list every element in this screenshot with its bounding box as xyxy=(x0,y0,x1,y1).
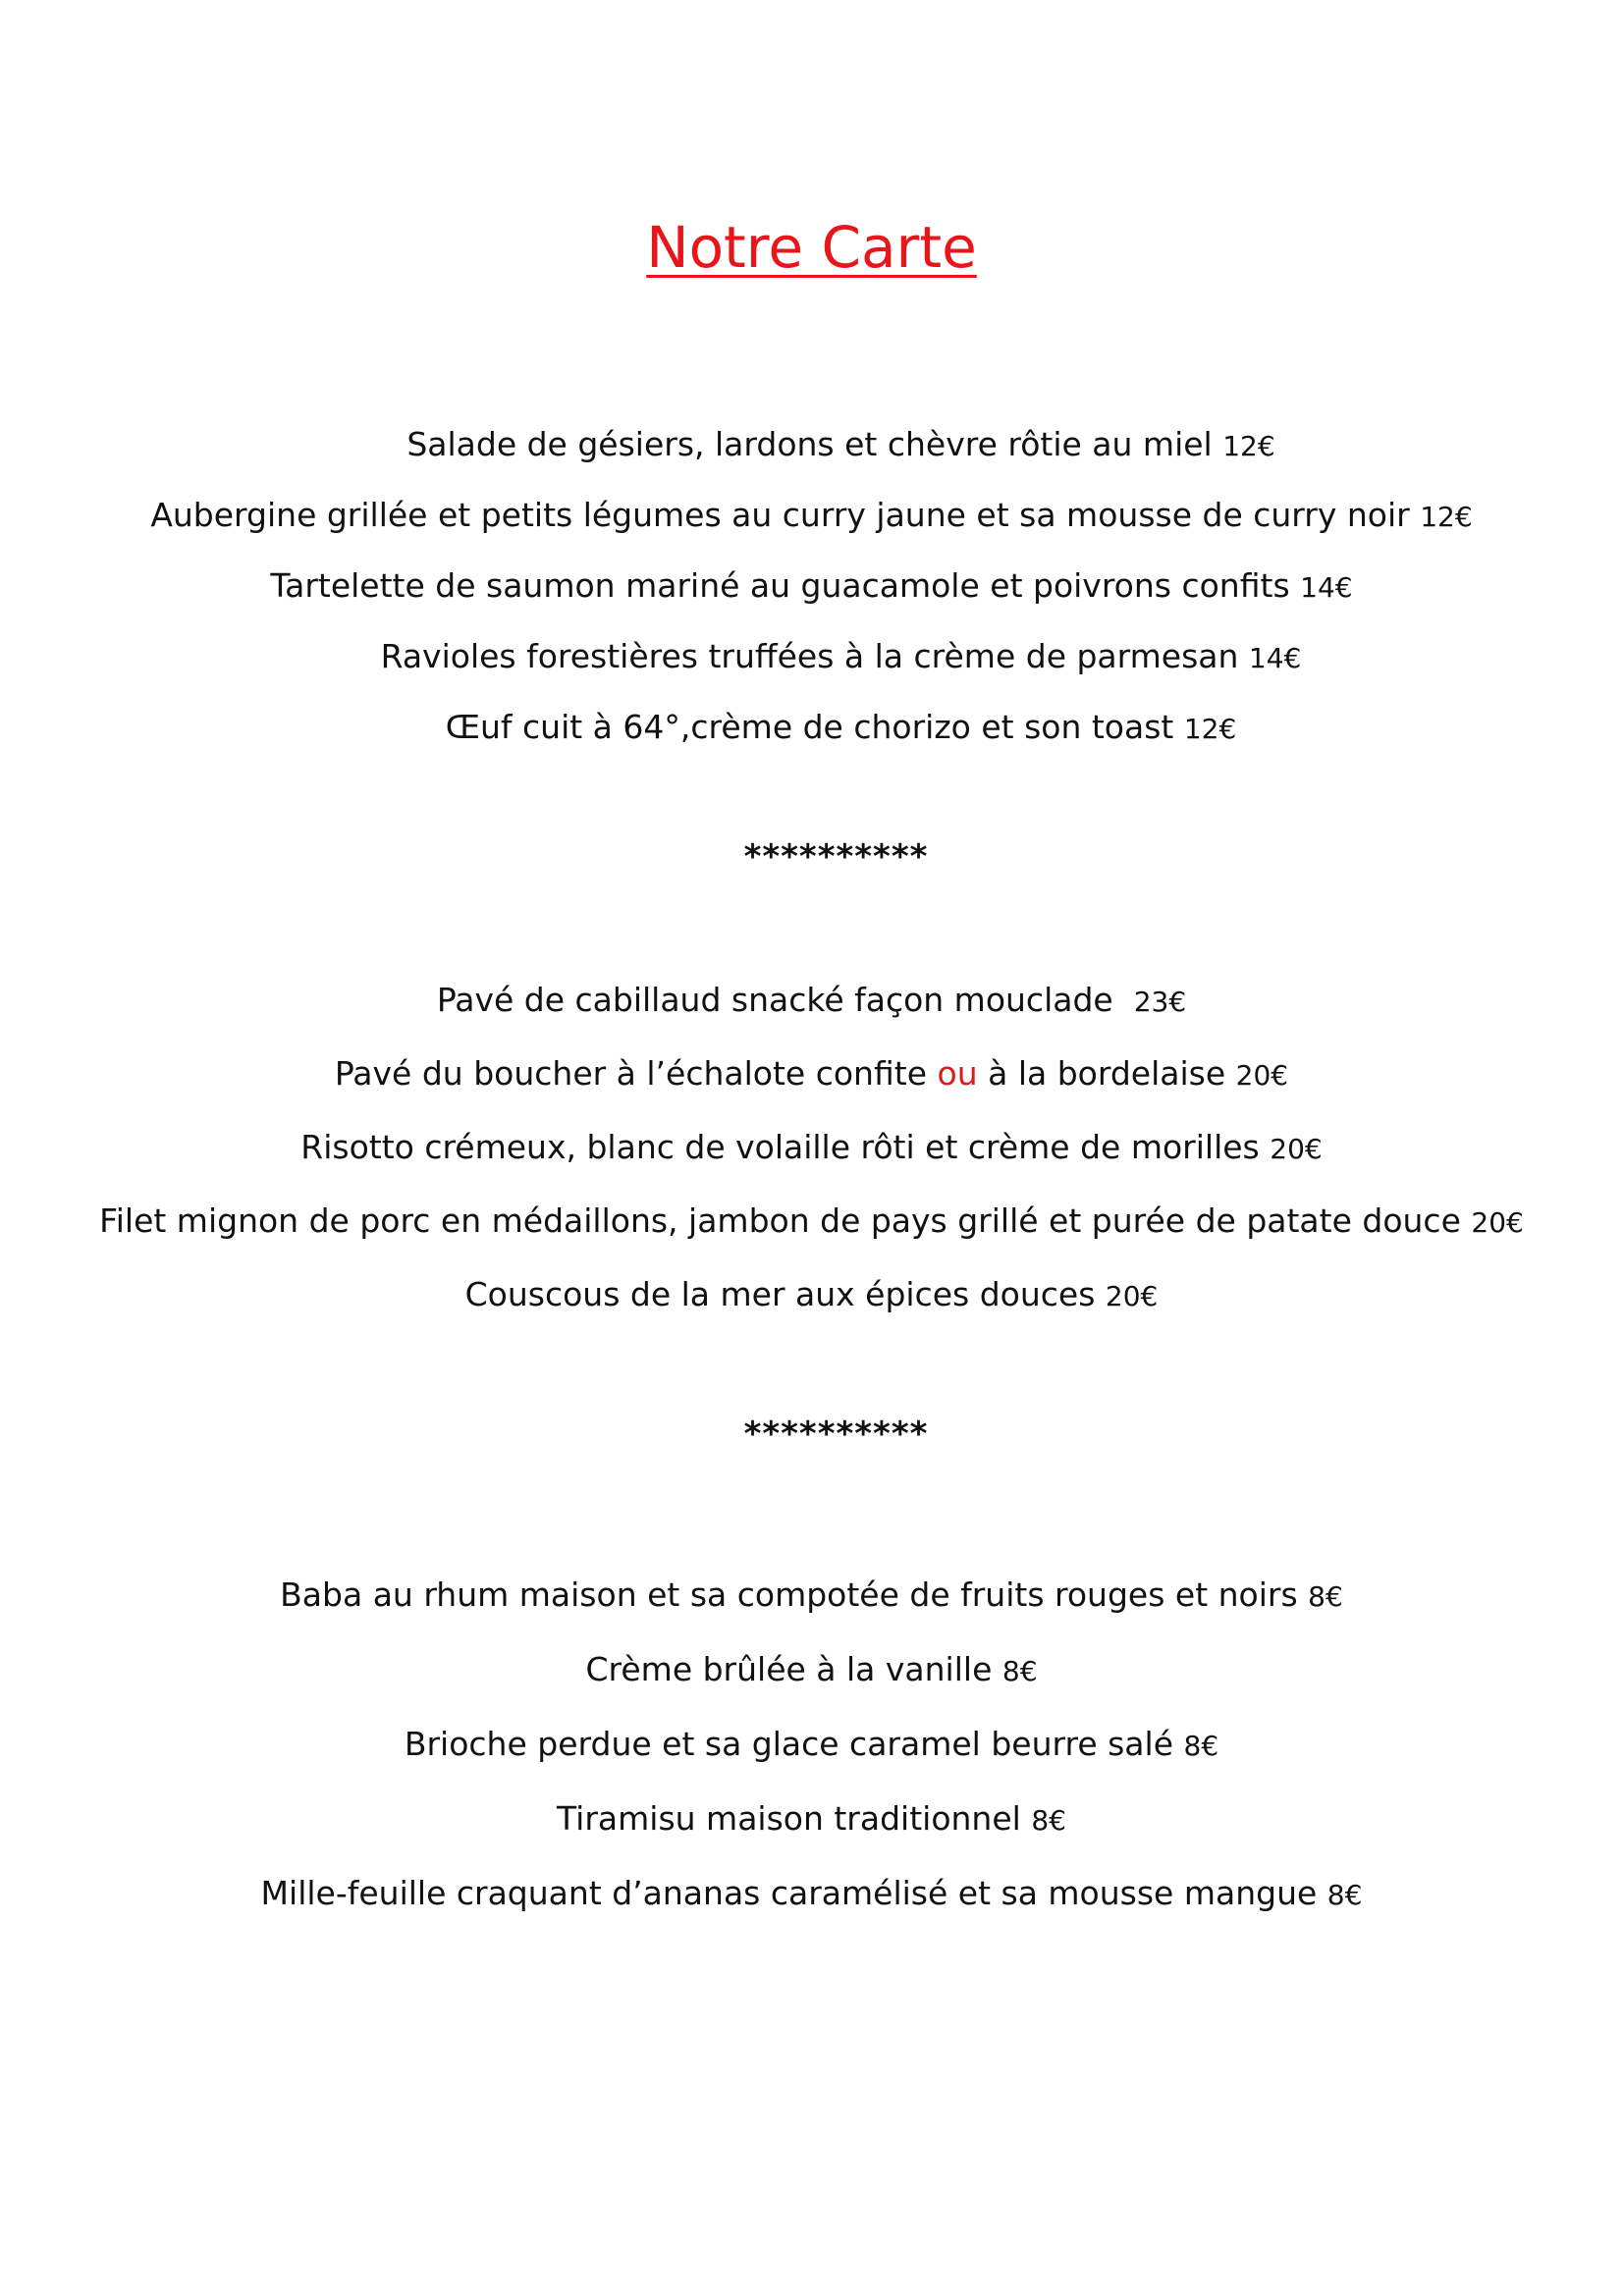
menu-item-name-alt: à la bordelaise xyxy=(988,1054,1226,1093)
menu-item-main-2 xyxy=(0,1049,1623,1100)
menu-item-name: Couscous de la mer aux épices douces xyxy=(464,1275,1096,1313)
menu-item-dessert-3 xyxy=(0,1720,1623,1771)
menu-item-name: Œuf cuit à 64°,crème de chorizo et son toast xyxy=(445,708,1174,746)
menu-item-name: Brioche perdue et sa glace caramel beurre salé xyxy=(404,1725,1173,1763)
menu-item-name: Pavé de cabillaud snacké façon mouclade xyxy=(436,981,1124,1019)
page-title: Notre Carte xyxy=(646,214,977,281)
menu-item-main-5 xyxy=(0,1270,1623,1321)
menu-item-name: Tiramisu maison traditionnel xyxy=(557,1799,1021,1838)
menu-item-starter-5 xyxy=(0,703,1623,754)
menu-item-main-3 xyxy=(0,1123,1623,1174)
menu-item-name: Tartelette de saumon mariné au guacamole et poivrons confits xyxy=(270,566,1290,605)
menu-item-name: Baba au rhum maison et sa compotée de fruits rouges et noirs xyxy=(280,1575,1298,1614)
menu-item-price: 20€ xyxy=(1471,1206,1524,1239)
menu-item-starter-2 xyxy=(0,491,1623,542)
menu-item-name: Filet mignon de porc en médaillons, jambon de pays grillé et purée de patate douce xyxy=(99,1201,1461,1240)
menu-item-price: 8€ xyxy=(1308,1580,1343,1613)
menu-item-dessert-1 xyxy=(0,1571,1623,1622)
menu-item-name: Salade de gésiers, lardons et chèvre rôtie au miel xyxy=(406,425,1213,463)
menu-item-name: Risotto crémeux, blanc de volaille rôti et crème de morilles xyxy=(300,1128,1260,1166)
menu-item-main-1 xyxy=(0,976,1623,1027)
menu-item-price: 8€ xyxy=(1326,1879,1363,1911)
menu-item-name: Mille-feuille craquant d’ananas caramélisé et sa mousse mangue xyxy=(260,1874,1318,1912)
menu-item-price: 12€ xyxy=(1420,501,1473,533)
menu-item-starter-3 xyxy=(0,561,1623,613)
menu-item-name: Aubergine grillée et petits légumes au curry jaune et sa mousse de curry noir xyxy=(150,496,1410,534)
section-separator: ********** xyxy=(743,1415,929,1454)
menu-item-price: 23€ xyxy=(1133,986,1187,1018)
menu-item-starter-1 xyxy=(0,420,1623,471)
menu-item-price: 20€ xyxy=(1235,1059,1289,1092)
menu-item-price: 20€ xyxy=(1105,1280,1159,1312)
menu-item-price: 12€ xyxy=(1183,713,1237,745)
menu-item-price: 12€ xyxy=(1222,430,1275,462)
menu-item-dessert-2 xyxy=(0,1645,1623,1696)
menu-item-name: Pavé du boucher à l’échalote confite xyxy=(334,1054,927,1093)
menu-item-price: 8€ xyxy=(1031,1804,1066,1837)
menu-item-price: 14€ xyxy=(1248,642,1302,674)
menu-item-name: Crème brûlée à la vanille xyxy=(585,1650,993,1688)
menu-item-price: 14€ xyxy=(1300,571,1353,604)
section-separator: ********** xyxy=(743,837,929,877)
menu-item-or-word: ou xyxy=(937,1054,978,1093)
menu-item-name: Ravioles forestières truffées à la crème de parmesan xyxy=(380,637,1239,675)
menu-item-dessert-5 xyxy=(0,1869,1623,1920)
menu-item-price: 8€ xyxy=(1001,1655,1038,1687)
menu-item-dessert-4 xyxy=(0,1794,1623,1845)
menu-item-price: 8€ xyxy=(1183,1730,1219,1762)
menu-item-starter-4 xyxy=(0,632,1623,683)
menu-item-price: 20€ xyxy=(1270,1133,1323,1165)
menu-item-main-4 xyxy=(0,1197,1623,1248)
